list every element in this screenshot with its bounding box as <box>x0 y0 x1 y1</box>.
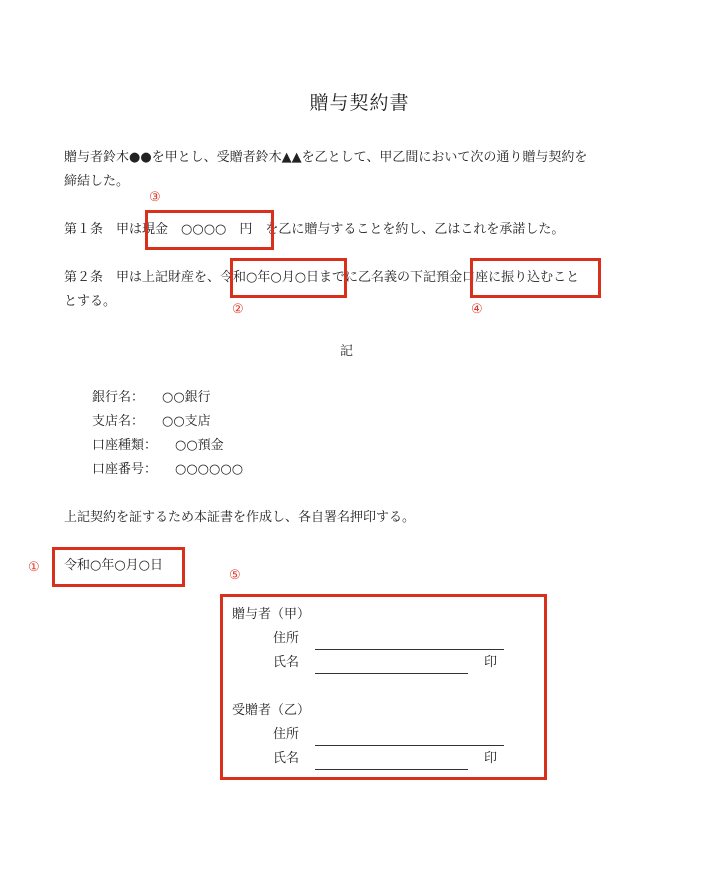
donee-name-line[interactable] <box>315 751 468 770</box>
intro-line-1: 贈与者鈴木●●を甲とし、受贈者鈴木▲▲を乙として、甲乙間において次の通り贈与契約を <box>64 150 588 165</box>
marker-2: ② <box>232 302 244 317</box>
account-number-label: 口座番号： <box>92 462 158 477</box>
article-1 <box>64 218 564 242</box>
donee-seal-mark: 印 <box>484 751 498 766</box>
donor-heading: 贈与者（甲） <box>232 607 311 622</box>
donor-address-label: 住所 <box>273 631 300 646</box>
account-number-value: ○○○○○○ <box>175 462 244 477</box>
closing-statement: 上記契約を証するため本証書を作成し、各自署名押印する。 <box>64 510 416 525</box>
article-2-head: 第２条 甲は上記財産を、 <box>64 270 221 285</box>
donor-seal-mark: 印 <box>484 655 498 670</box>
article-2-line-2: とする。 <box>64 294 117 309</box>
donee-name-label: 氏名 <box>273 751 300 766</box>
highlight-deadline-box <box>230 258 347 298</box>
donee-address-label: 住所 <box>273 727 300 742</box>
article-1-tail: を乙に贈与することを約し、乙はこれを承諾した。 <box>252 222 565 237</box>
donor-name-label: 氏名 <box>273 655 300 670</box>
highlight-method-box <box>470 258 601 298</box>
account-type-label: 口座種類： <box>92 438 158 453</box>
ki-heading: 記 <box>340 344 354 359</box>
article-1-gift-item: 現金 ○○○○ 円 <box>142 222 253 237</box>
article-1-head: 第１条 甲は <box>64 222 143 237</box>
bank-name-value: ○○銀行 <box>162 390 211 405</box>
branch-label: 支店名： <box>92 414 145 429</box>
intro-line-2: 締結した。 <box>64 174 130 189</box>
donee-heading: 受贈者（乙） <box>232 703 311 718</box>
donee-address-line[interactable] <box>315 727 504 746</box>
account-type-value: ○○預金 <box>175 438 224 453</box>
marker-1: ① <box>28 560 40 575</box>
highlight-gift-item-box <box>145 210 274 250</box>
article-2-tail: こと <box>553 270 580 285</box>
branch-value: ○○支店 <box>162 414 211 429</box>
donor-name-line[interactable] <box>315 655 468 674</box>
contract-date: 令和○年○月○日 <box>64 558 164 573</box>
article-2-method: 預金口座に振り込む <box>436 270 554 285</box>
article-2-mid: までに乙名義の下記 <box>319 270 437 285</box>
highlight-contract-date-box <box>52 547 185 587</box>
marker-5: ⑤ <box>229 568 241 583</box>
marker-4: ④ <box>471 302 483 317</box>
document-title: 贈与契約書 <box>309 92 410 114</box>
article-2-deadline: 令和○年○月○日 <box>220 270 320 285</box>
marker-3: ③ <box>149 190 161 205</box>
bank-name-label: 銀行名： <box>92 390 145 405</box>
donor-address-line[interactable] <box>315 631 504 650</box>
